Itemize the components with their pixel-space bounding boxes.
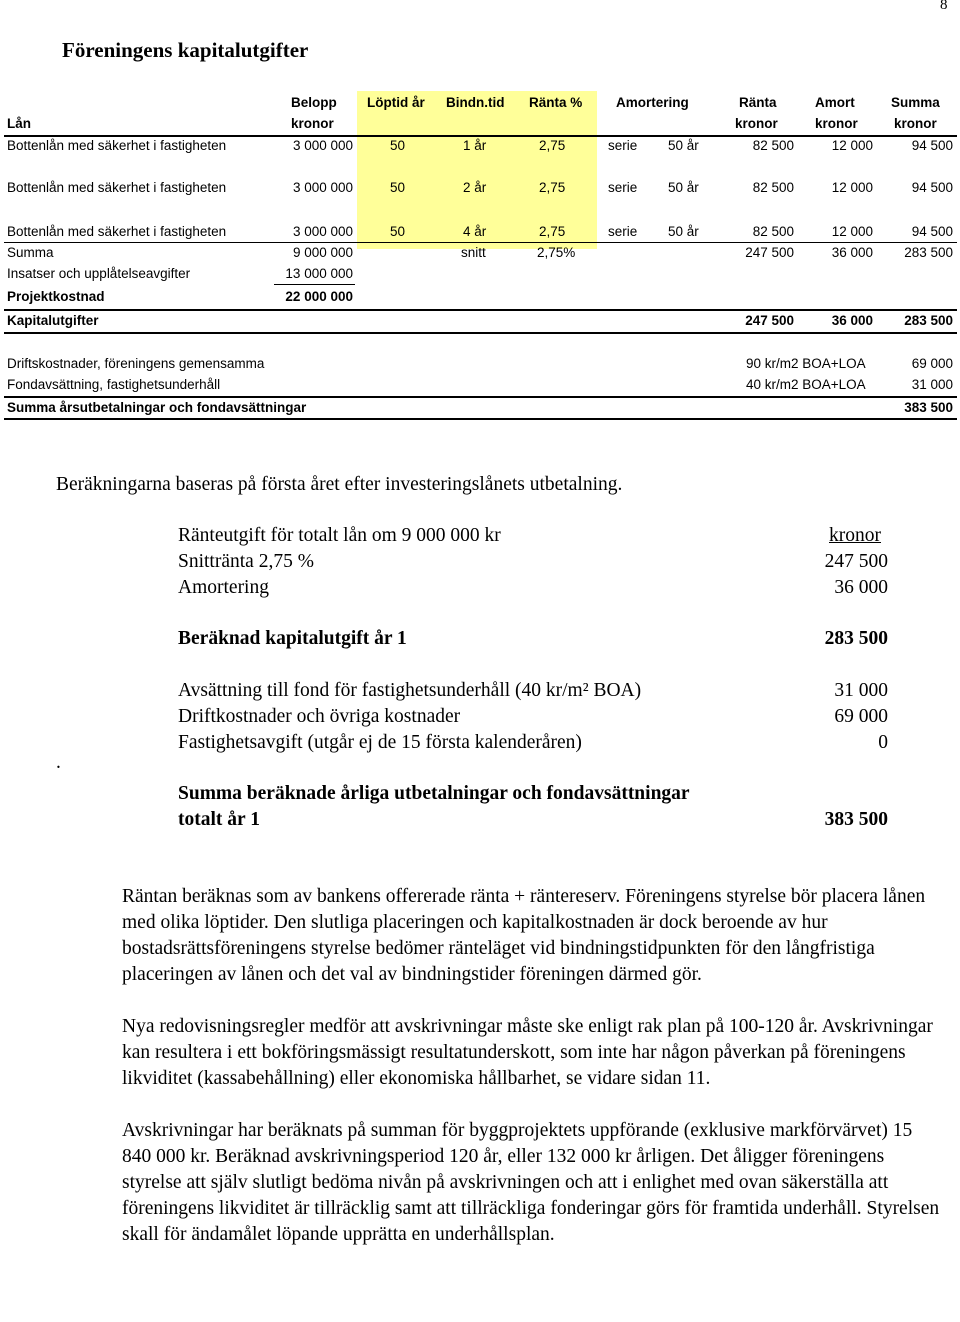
drift-label: Driftkostnader och övriga kostnader <box>178 706 461 727</box>
skatt-label: Fastighetsavgift (utgår ej de 15 första kalenderåren) <box>178 732 582 753</box>
fond-label: Fondavsättning, fastighetsunderhåll <box>7 377 221 392</box>
unit-label: kronor <box>829 525 881 546</box>
kapital-label: Kapitalutgifter <box>7 313 99 328</box>
loan-bindn: 4 år <box>463 224 487 239</box>
kapital-summa: 283 500 <box>904 313 953 328</box>
paragraph-ranta: Räntan beräknas som av bankens offererade ränta + räntereserv. Föreningens styrelse bör placera lånen med olika löptider. Den slutliga placeringen och kapitalkostnaden är dock beroende av hur bostadsrättsföreningens styrelse bedömer ränteläget vid bindningstidpunkten för den långfristiga placeringen av lånen och det val av bindningstider föreningen därmed gör. <box>122 886 926 985</box>
loan-summa: 94 500 <box>911 180 953 195</box>
fond-rate: 40 kr/m2 BOA+LOA <box>746 377 866 392</box>
loan-amort-type: serie <box>608 224 638 239</box>
loan-belopp: 3 000 000 <box>292 224 353 239</box>
summa-label-line2: totalt år 1 <box>178 809 260 830</box>
loan-ranta-pct: 2,75 <box>539 224 566 239</box>
header-amort: Amort <box>815 95 855 110</box>
drift-summa: 69 000 <box>911 356 953 371</box>
loan-name: Bottenlån med säkerhet i fastigheten <box>7 180 227 195</box>
summa-amort: 36 000 <box>831 245 873 260</box>
summa-label: Summa <box>7 245 54 260</box>
summa-belopp: 9 000 000 <box>292 245 353 260</box>
header-ranta: Ränta <box>739 95 777 110</box>
insatser-label: Insatser och upplåtelseavgifter <box>7 266 191 281</box>
summa-summa: 283 500 <box>904 245 953 260</box>
drift-label: Driftskostnader, föreningens gemensamma <box>7 356 265 371</box>
insatser-belopp: 13 000 000 <box>285 266 353 281</box>
skatt-value: 0 <box>878 732 888 753</box>
header-belopp-unit: kronor <box>291 116 334 131</box>
header-amortering: Amortering <box>616 95 689 110</box>
loan-ranta-pct: 2,75 <box>539 138 566 153</box>
kapital-label: Beräknad kapitalutgift år 1 <box>178 628 407 649</box>
summa-label-line1: Summa beräknade årliga utbetalningar och fondavsättningar <box>178 783 690 804</box>
row-rule <box>4 396 957 398</box>
loan-amort: 12 000 <box>831 224 873 239</box>
loan-amort-type: serie <box>608 138 638 153</box>
header-belopp: Belopp <box>291 95 337 110</box>
header-rule <box>4 135 957 137</box>
loan-ranta: 82 500 <box>752 224 794 239</box>
loan-bindn: 2 år <box>463 180 487 195</box>
insatser-underline <box>274 284 355 285</box>
page-number: 8 <box>940 0 948 13</box>
loan-name: Bottenlån med säkerhet i fastigheten <box>7 224 227 239</box>
header-summa-unit: kronor <box>894 116 937 131</box>
page-title: Föreningens kapitalutgifter <box>62 38 309 62</box>
summa-value: 383 500 <box>824 809 888 830</box>
fond-value: 31 000 <box>834 680 888 701</box>
snitt-value: 2,75% <box>537 245 576 260</box>
row-rule <box>4 242 957 243</box>
loan-loptid: 50 <box>390 138 406 153</box>
header-ranta-pct: Ränta % <box>529 95 583 110</box>
total-summa: 383 500 <box>904 400 953 415</box>
loan-amort-years: 50 år <box>668 180 699 195</box>
amort-label: Amortering <box>178 577 269 598</box>
snitt-label: snitt <box>461 245 486 260</box>
loan-name: Bottenlån med säkerhet i fastigheten <box>7 138 227 153</box>
total-label: Summa årsutbetalningar och fondavsättningar <box>7 400 307 415</box>
kapital-ranta: 247 500 <box>745 313 794 328</box>
loan-amort: 12 000 <box>831 138 873 153</box>
projekt-belopp: 22 000 000 <box>285 289 353 304</box>
kapitalutgifter-table <box>0 0 960 430</box>
header-lan: Lån <box>7 116 32 131</box>
loan-amort-years: 50 år <box>668 224 699 239</box>
loan-loptid: 50 <box>390 224 406 239</box>
loan-belopp: 3 000 000 <box>292 180 353 195</box>
kapital-amort: 36 000 <box>831 313 873 328</box>
header-ranta-unit: kronor <box>735 116 778 131</box>
body-text <box>122 884 942 1248</box>
loan-amort-type: serie <box>608 180 638 195</box>
fond-summa: 31 000 <box>911 377 953 392</box>
header-loptid: Löptid år <box>367 95 425 110</box>
header-bindn: Bindn.tid <box>446 95 505 110</box>
loan-ranta-pct: 2,75 <box>539 180 566 195</box>
loan-belopp: 3 000 000 <box>292 138 353 153</box>
header-summa: Summa <box>891 95 940 110</box>
paragraph-avskrivning-berakning: Avskrivningar har beräknats på summan för byggprojektets uppförande (exklusive markförvärvet) 15 840 000 kr. Beräknad avskrivningsperiod 120 år, eller 132 000 kr årligen. Det åligger föreningens styrelse att själv slutligt bedöma nivån på avskrivningen och att i enlighet med ovan säkerställa att föreningens likviditet är tillräcklig samt att tillräckliga fonderingar görs för framtida underhåll. Styrelsen skall för ändamålet löpande upprätta en underhållsplan. <box>122 1120 940 1245</box>
table-bottom-rule <box>4 418 957 420</box>
loan-loptid: 50 <box>390 180 406 195</box>
loan-ranta: 82 500 <box>752 138 794 153</box>
drift-value: 69 000 <box>834 706 888 727</box>
loan-bindn: 1 år <box>463 138 487 153</box>
fond-label: Avsättning till fond för fastighetsunderhåll (40 kr/m² BOA) <box>178 680 642 701</box>
drift-rate: 90 kr/m2 BOA+LOA <box>746 356 866 371</box>
paragraph-avskrivning-regler: Nya redovisningsregler medför att avskrivningar måste ske enligt rak plan på 100-120 år. Avskrivningar kan resultera i ett bokföringsmässigt resultatunderskott, som inte har någon påverkan på föreningens likviditet (kassabehållning) eller ekonomiska hållbarhet, se vidare sidan 11. <box>122 1016 933 1089</box>
loan-amort-years: 50 år <box>668 138 699 153</box>
snitt-label: Snittränta 2,75 % <box>178 551 314 572</box>
row-rule <box>4 309 957 311</box>
kapital-value: 283 500 <box>824 628 888 649</box>
loan-amort: 12 000 <box>831 180 873 195</box>
amort-value: 36 000 <box>834 577 888 598</box>
stray-dot: . <box>56 752 61 773</box>
summa-ranta: 247 500 <box>745 245 794 260</box>
header-amort-unit: kronor <box>815 116 858 131</box>
loan-ranta: 82 500 <box>752 180 794 195</box>
intro-text: Beräkningarna baseras på första året efter investeringslånets utbetalning. <box>56 474 623 495</box>
row-rule <box>4 332 957 334</box>
rente-label: Ränteutgift för totalt lån om 9 000 000 kr <box>178 525 501 546</box>
loan-summa: 94 500 <box>911 138 953 153</box>
loan-summa: 94 500 <box>911 224 953 239</box>
projekt-label: Projektkostnad <box>7 289 105 304</box>
snitt-value: 247 500 <box>824 551 888 572</box>
